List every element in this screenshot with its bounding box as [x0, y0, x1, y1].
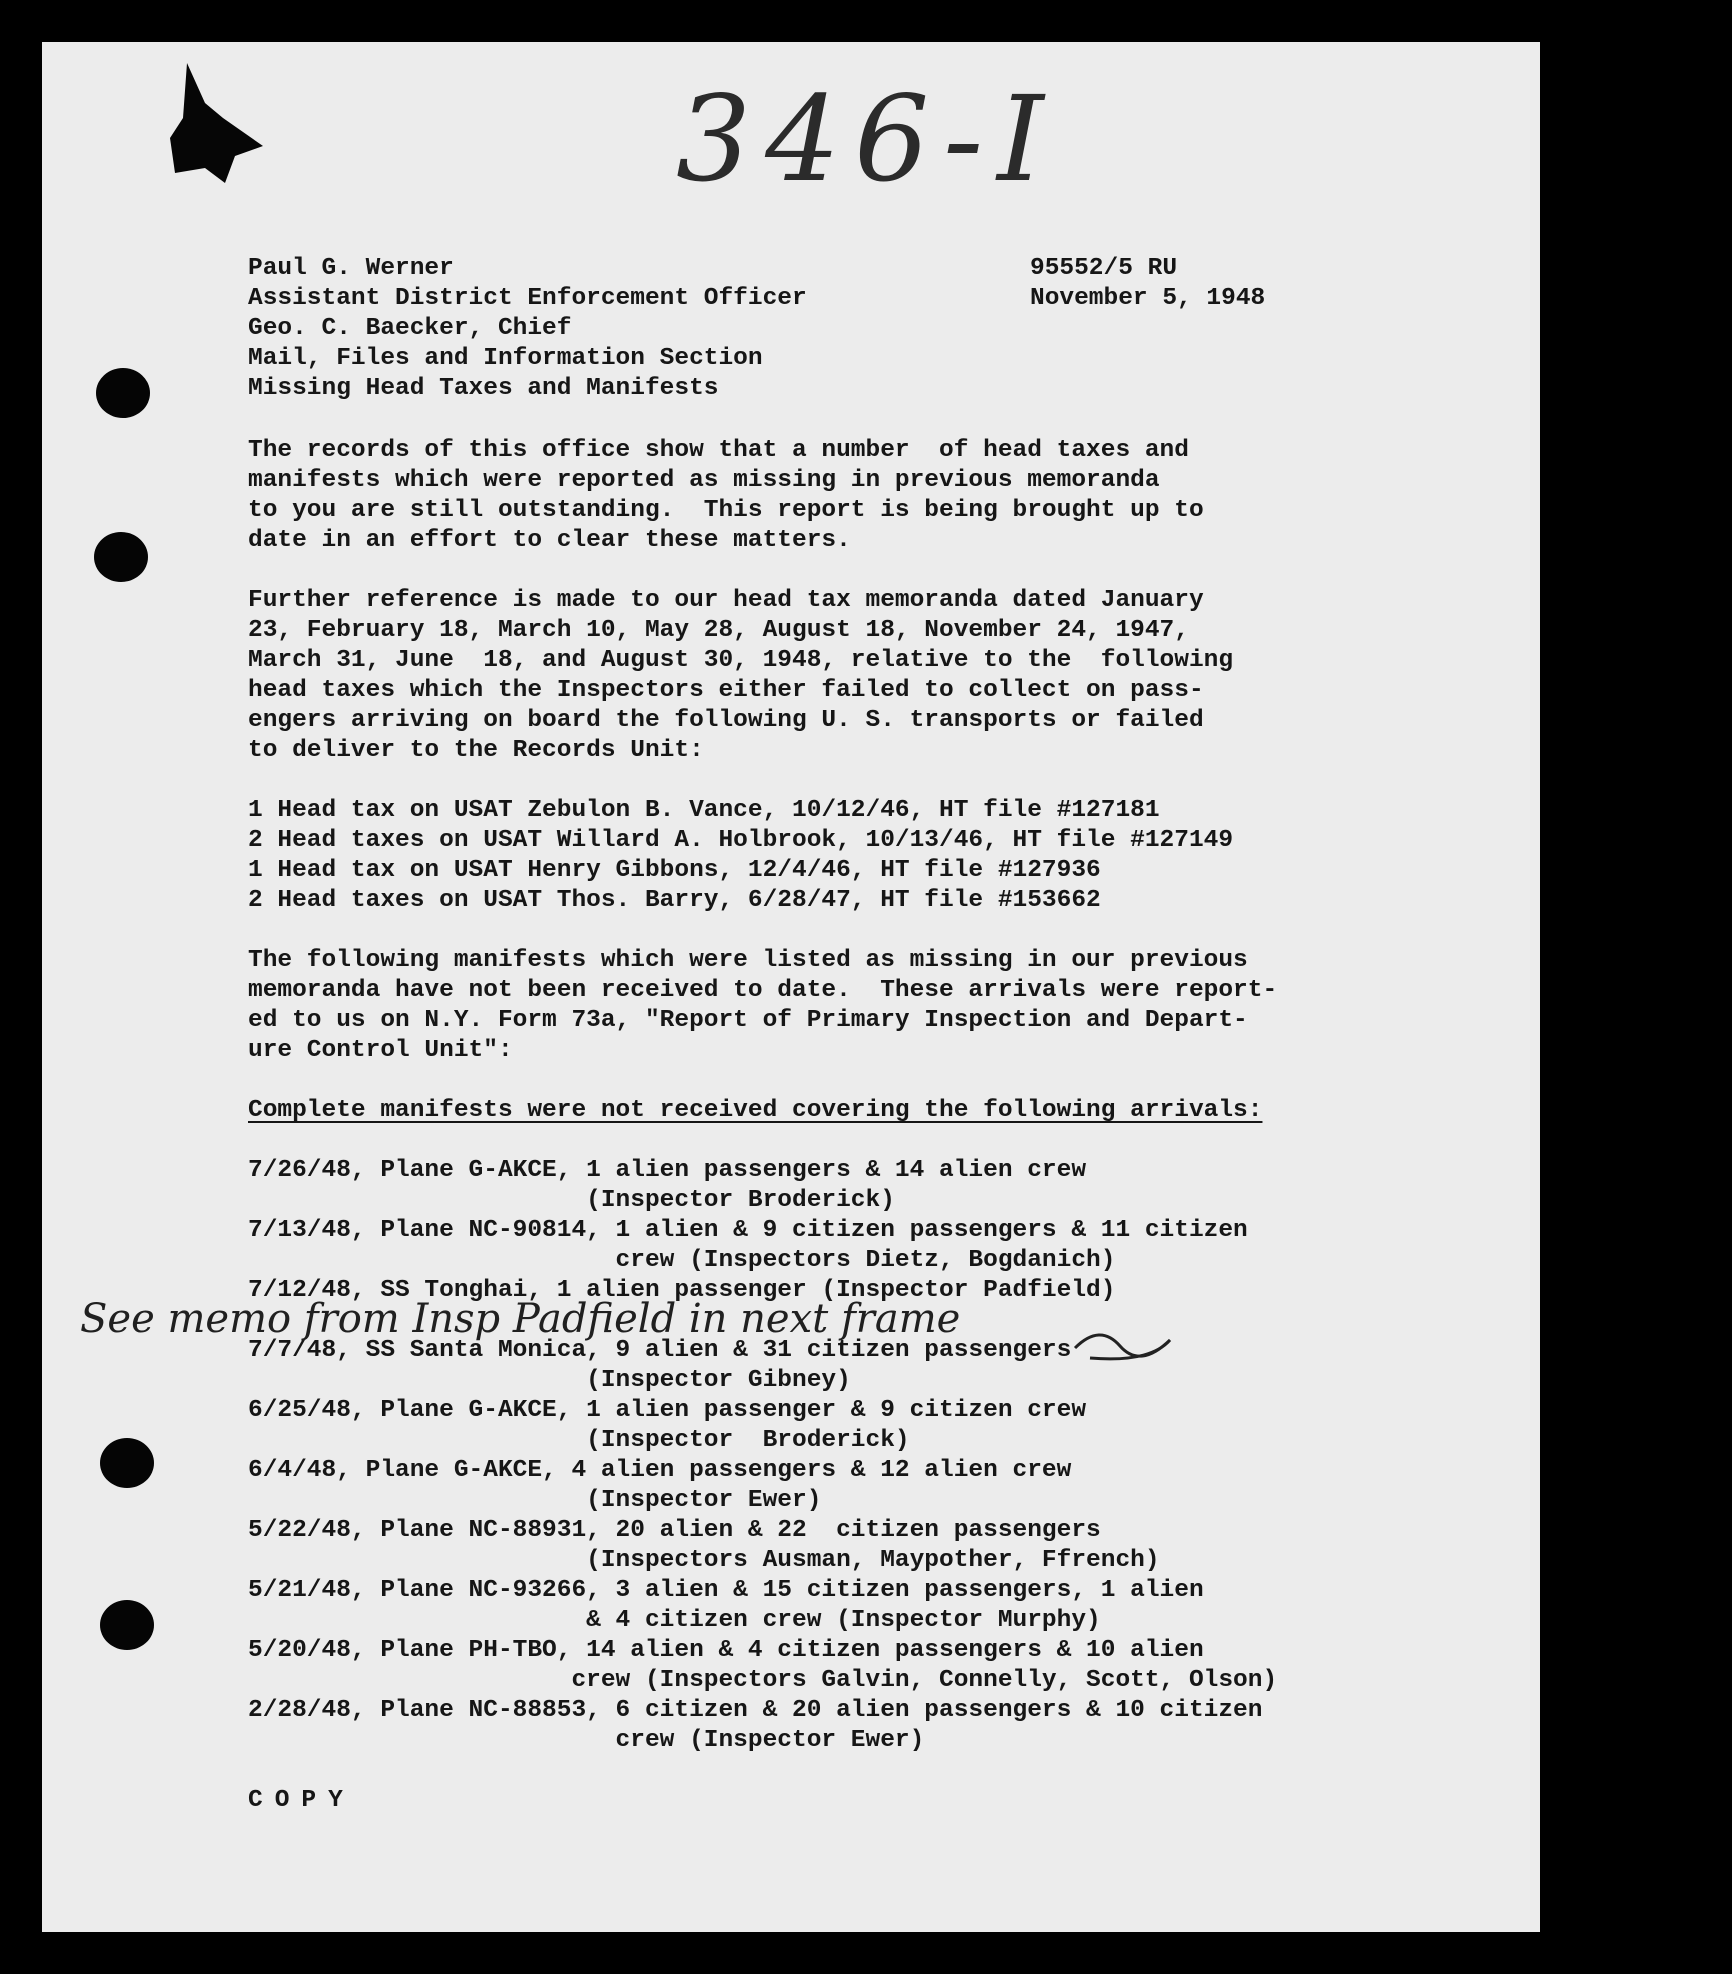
- arrival-line: 7/13/48, Plane NC-90814, 1 alien & 9 citizen passengers & 11 citizen: [248, 1217, 1248, 1244]
- paragraph-2-line: head taxes which the Inspectors either failed to collect on pass-: [248, 677, 1204, 704]
- paragraph-2-line: 23, February 18, March 10, May 28, August 18, November 24, 1947,: [248, 617, 1189, 644]
- head-tax-item: 1 Head tax on USAT Henry Gibbons, 12/4/46, HT file #127936: [248, 857, 1101, 884]
- header-to: Geo. C. Baecker, Chief: [248, 315, 572, 342]
- arrival-line: crew (Inspectors Galvin, Connelly, Scott, Olson): [248, 1667, 1278, 1694]
- arrival-line: 6/4/48, Plane G-AKCE, 4 alien passengers & 12 alien crew: [248, 1457, 1072, 1484]
- header-date: November 5, 1948: [1030, 285, 1266, 312]
- paragraph-3-line: memoranda have not been received to date. These arrivals were report-: [248, 977, 1278, 1004]
- copy-label: COPY: [248, 1787, 355, 1814]
- arrival-line: 5/20/48, Plane PH-TBO, 14 alien & 4 citizen passengers & 10 alien: [248, 1637, 1204, 1664]
- paragraph-2-line: Further reference is made to our head tax memoranda dated January: [248, 587, 1204, 614]
- paragraph-2-line: to deliver to the Records Unit:: [248, 737, 704, 764]
- punch-hole: [94, 532, 148, 582]
- handwritten-file-number: 346-I: [676, 70, 1058, 208]
- paragraph-3-line: The following manifests which were listed as missing in our previous: [248, 947, 1248, 974]
- header-subject: Missing Head Taxes and Manifests: [248, 375, 719, 402]
- paragraph-1-line: date in an effort to clear these matters.: [248, 527, 851, 554]
- arrival-line: (Inspectors Ausman, Maypother, Ffrench): [248, 1547, 1160, 1574]
- header-from-title: Assistant District Enforcement Officer: [248, 285, 807, 312]
- arrival-line: & 4 citizen crew (Inspector Murphy): [248, 1607, 1101, 1634]
- paragraph-3-line: ure Control Unit":: [248, 1037, 513, 1064]
- handwritten-annotation: See memo from Insp Padfield in next frame: [80, 1296, 961, 1342]
- arrival-line: 6/25/48, Plane G-AKCE, 1 alien passenger & 9 citizen crew: [248, 1397, 1087, 1424]
- arrival-line: 2/28/48, Plane NC-88853, 6 citizen & 20 alien passengers & 10 citizen: [248, 1697, 1263, 1724]
- head-tax-item: 2 Head taxes on USAT Thos. Barry, 6/28/47, HT file #153662: [248, 887, 1101, 914]
- punch-hole: [100, 1438, 154, 1488]
- ink-blot-mark: [165, 58, 275, 188]
- paragraph-2-line: engers arriving on board the following U. S. transports or failed: [248, 707, 1204, 734]
- arrival-line: crew (Inspector Ewer): [248, 1727, 925, 1754]
- arrival-line: 7/26/48, Plane G-AKCE, 1 alien passengers & 14 alien crew: [248, 1157, 1087, 1184]
- paragraph-2-line: March 31, June 18, and August 30, 1948, relative to the following: [248, 647, 1234, 674]
- punch-hole: [96, 368, 150, 418]
- arrival-line: (Inspector Broderick): [248, 1187, 895, 1214]
- paragraph-1-line: to you are still outstanding. This report is being brought up to: [248, 497, 1204, 524]
- header-file-ref: 95552/5 RU: [1030, 255, 1178, 282]
- arrival-line: (Inspector Ewer): [248, 1487, 822, 1514]
- head-tax-item: 2 Head taxes on USAT Willard A. Holbrook, 10/13/46, HT file #127149: [248, 827, 1234, 854]
- arrival-line: crew (Inspectors Dietz, Bogdanich): [248, 1247, 1116, 1274]
- header-from: Paul G. Werner: [248, 255, 454, 282]
- head-tax-item: 1 Head tax on USAT Zebulon B. Vance, 10/12/46, HT file #127181: [248, 797, 1160, 824]
- arrival-line: 7/7/48, SS Santa Monica, 9 alien & 31 citizen passengers: [248, 1337, 1072, 1364]
- header-to-section: Mail, Files and Information Section: [248, 345, 763, 372]
- arrival-line: 5/22/48, Plane NC-88931, 20 alien & 22 citizen passengers: [248, 1517, 1101, 1544]
- paragraph-1-line: The records of this office show that a number of head taxes and: [248, 437, 1189, 464]
- arrival-line: (Inspector Broderick): [248, 1427, 910, 1454]
- arrival-line: (Inspector Gibney): [248, 1367, 851, 1394]
- arrival-line: 5/21/48, Plane NC-93266, 3 alien & 15 citizen passengers, 1 alien: [248, 1577, 1204, 1604]
- handwritten-stroke: [1070, 1318, 1180, 1368]
- arrival-line: 7/12/48, SS Tonghai, 1 alien passenger (Inspector Padfield): [248, 1277, 1116, 1304]
- punch-hole: [100, 1600, 154, 1650]
- paragraph-1-line: manifests which were reported as missing in previous memoranda: [248, 467, 1160, 494]
- arrivals-subheading: Complete manifests were not received covering the following arrivals:: [248, 1097, 1263, 1124]
- paragraph-3-line: ed to us on N.Y. Form 73a, "Report of Primary Inspection and Depart-: [248, 1007, 1248, 1034]
